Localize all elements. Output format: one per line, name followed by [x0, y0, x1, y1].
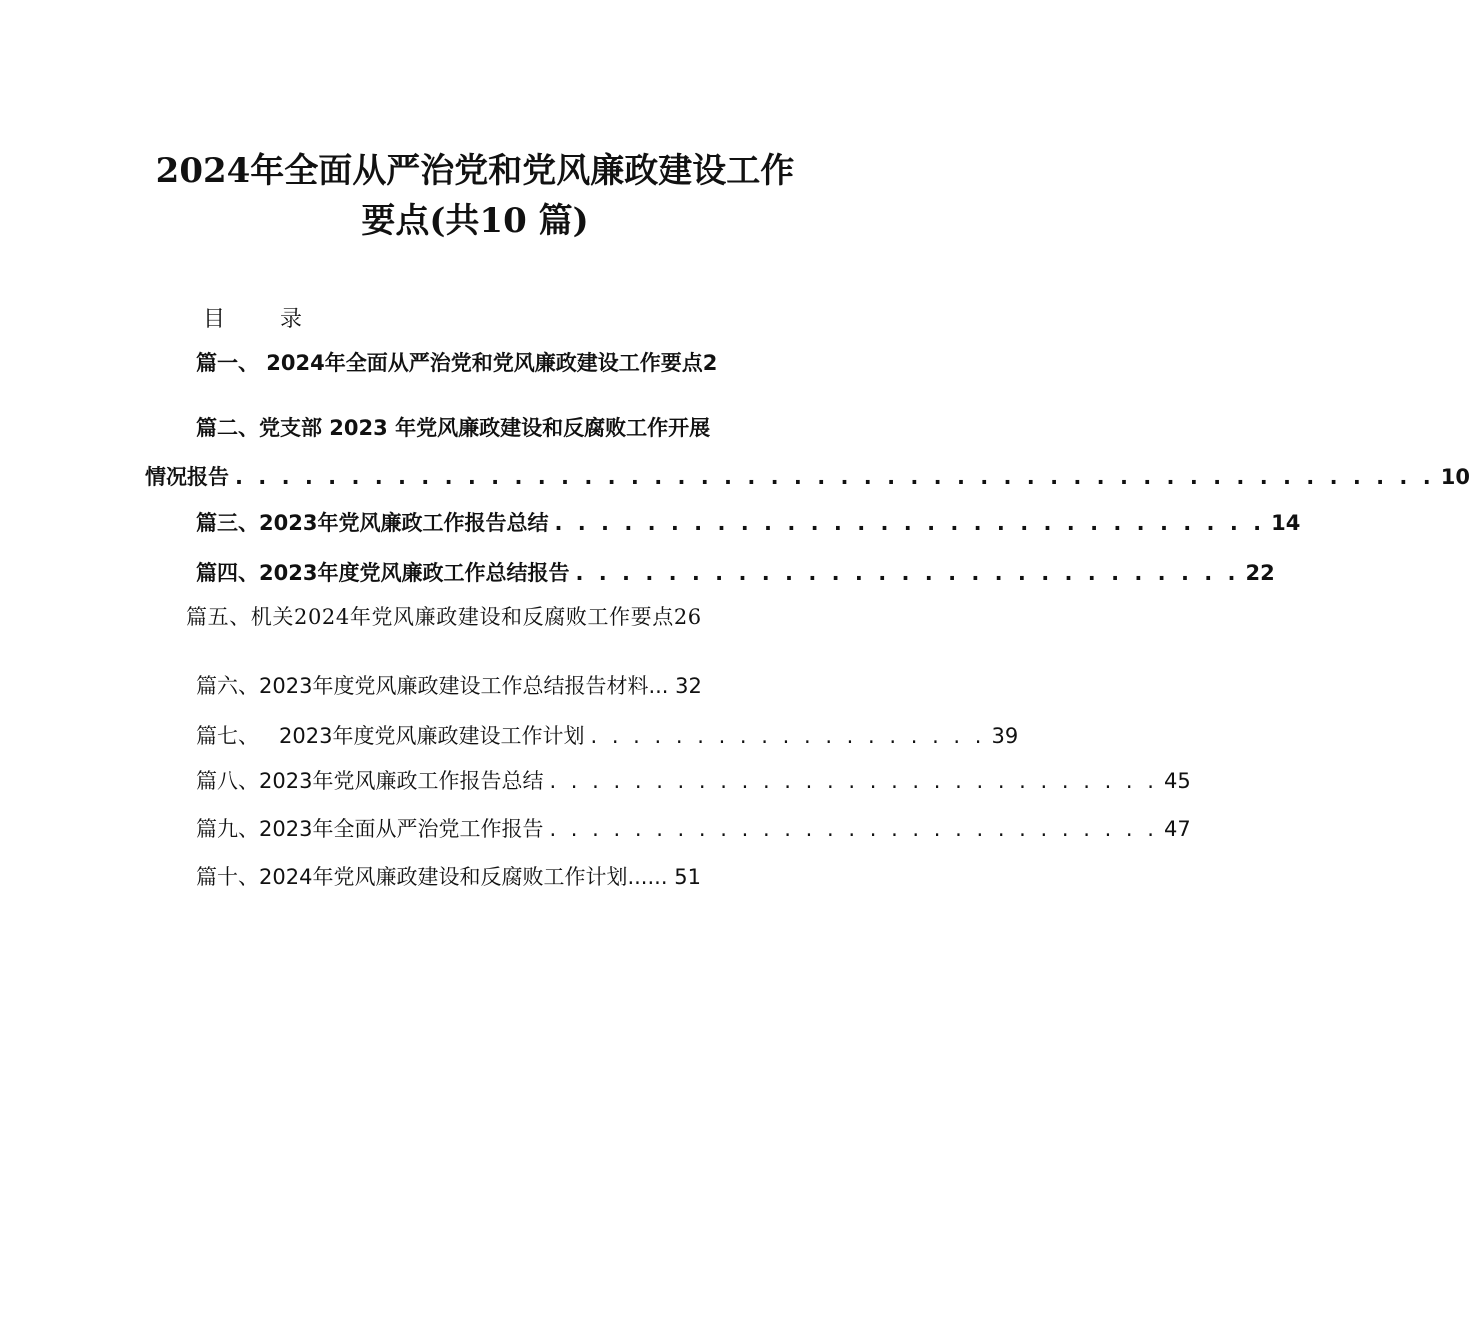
toc-entry-7-page: 39	[991, 724, 1019, 748]
toc-entry-5-page: 26	[673, 605, 702, 629]
toc-entry-7-leader: . . . . . . . . . . . . . . . . . . .	[590, 724, 986, 748]
toc-entry-7-text: 篇七、 2023年度党风廉政建设工作计划	[196, 724, 585, 748]
document-title-line1: 2024年全面从严治党和党风廉政建设工作	[155, 151, 795, 191]
toc-entry-8-text: 篇八、2023年党风廉政工作报告总结	[196, 769, 544, 793]
toc-entry-2-page: 10	[1440, 465, 1470, 489]
toc-entry-10-text: 篇十、2024年党风廉政建设和反腐败工作计划	[196, 865, 628, 889]
toc-entry-1-page: 2	[702, 351, 718, 375]
toc-entry-2-text: 情况报告	[145, 465, 229, 489]
toc-entry-9[interactable]	[196, 814, 1191, 844]
toc-entry-2-line1[interactable]: 篇二、党支部 2023 年党风廉政建设和反腐败工作开展	[196, 416, 711, 440]
toc-entry-4[interactable]	[196, 558, 1275, 588]
toc-entry-3-leader: . . . . . . . . . . . . . . . . . . . . . . . . . . . . . . .	[554, 511, 1266, 535]
toc-entry-8-page: 45	[1163, 769, 1191, 793]
toc-entry-6-leader: ...	[648, 674, 669, 698]
toc-entry-10-leader: ......	[627, 865, 668, 889]
toc-entry-6[interactable]	[196, 671, 702, 701]
toc-entry-8-leader: . . . . . . . . . . . . . . . . . . . . . . . . . . . . .	[549, 769, 1158, 793]
toc-entry-9-text: 篇九、2023年全面从严治党工作报告	[196, 817, 544, 841]
toc-entry-3[interactable]	[196, 508, 1301, 538]
toc-entry-6-page: 32	[675, 674, 702, 698]
toc-entry-9-leader: . . . . . . . . . . . . . . . . . . . . . . . . . . . . .	[549, 817, 1158, 841]
toc-entry-2-line2[interactable]	[145, 462, 1470, 492]
toc-entry-9-page: 47	[1163, 817, 1191, 841]
toc-entry-8[interactable]	[196, 766, 1191, 796]
toc-entry-3-text: 篇三、2023年党风廉政工作报告总结	[196, 511, 549, 535]
toc-entry-2-leader: . . . . . . . . . . . . . . . . . . . . . . . . . . . . . . . . . . . . . . . . . . . . . . . . . . . .	[235, 465, 1435, 489]
toc-entry-6-text: 篇六、2023年度党风廉政建设工作总结报告材料	[196, 674, 649, 698]
toc-entry-4-page: 22	[1245, 561, 1275, 585]
toc-heading: 目 录	[203, 307, 326, 332]
toc-entry-7[interactable]	[196, 721, 1019, 751]
toc-entry-5[interactable]	[186, 602, 702, 632]
toc-entry-3-page: 14	[1271, 511, 1301, 535]
document-title-line2: 要点(共10 篇)	[361, 201, 589, 241]
toc-entry-4-text: 篇四、2023年度党风廉政工作总结报告	[196, 561, 570, 585]
toc-entry-10[interactable]	[196, 862, 808, 892]
toc-entry-10-page: 51	[674, 865, 701, 889]
toc-entry-5-text: 篇五、机关2024年党风廉政建设和反腐败工作要点	[186, 605, 674, 629]
toc-entry-4-leader: . . . . . . . . . . . . . . . . . . . . . . . . . . . . .	[575, 561, 1240, 585]
toc-entry-1-text: 篇一、 2024年全面从严治党和党风廉政建设工作要点	[196, 351, 703, 375]
toc-entry-1[interactable]	[196, 348, 717, 378]
